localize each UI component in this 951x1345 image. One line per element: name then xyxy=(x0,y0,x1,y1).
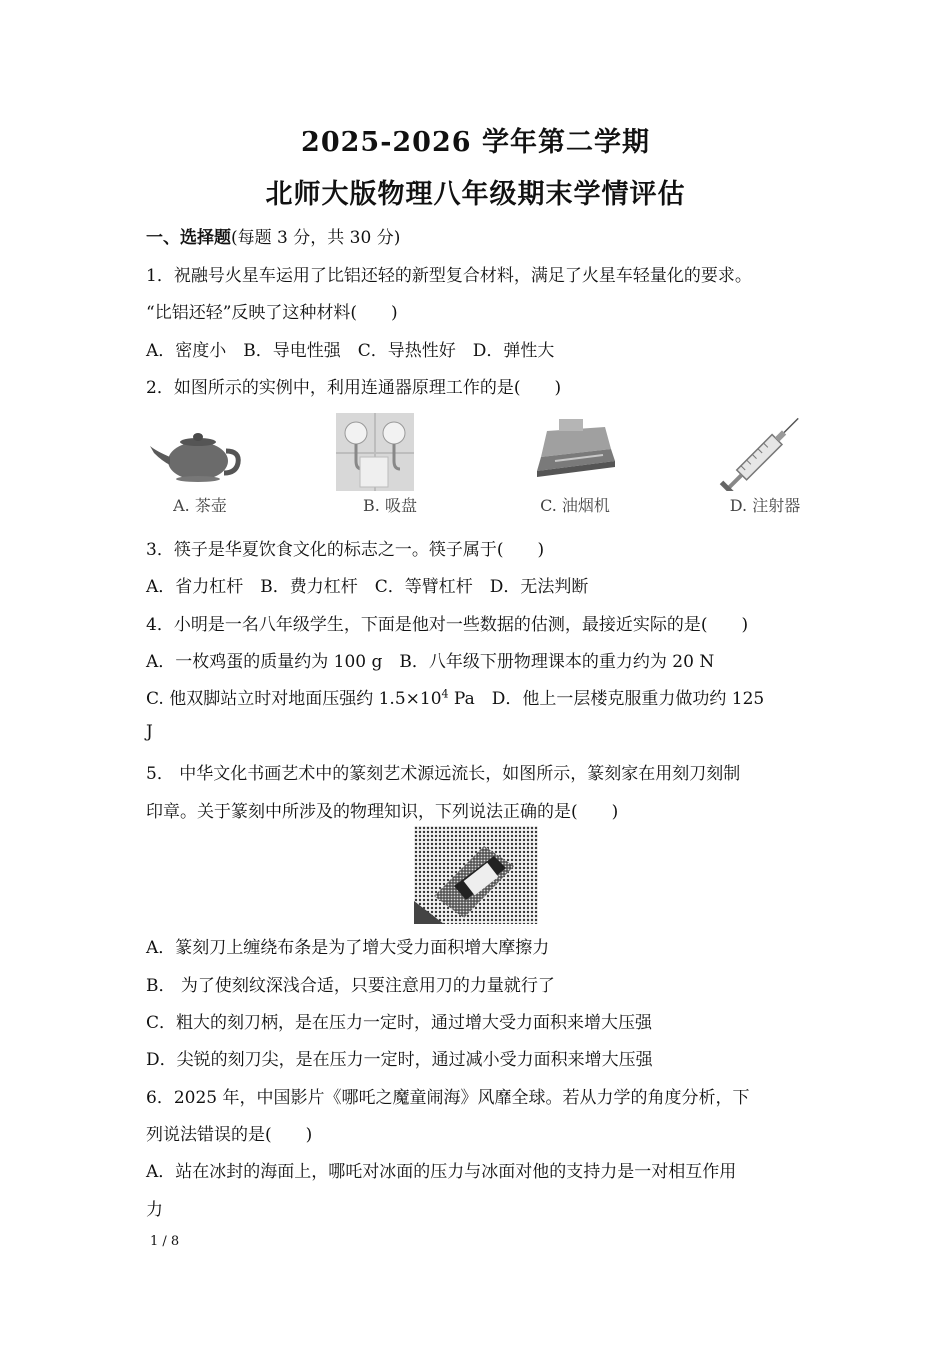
seal-carving-photo xyxy=(414,826,538,924)
q6-option-a-line2: 力 xyxy=(146,1200,163,1220)
page-number: 1 / 8 xyxy=(150,1234,180,1249)
q2-stem: 2．如图所示的实例中，利用连通器原理工作的是( ) xyxy=(146,378,562,398)
teapot-icon xyxy=(140,413,260,488)
exponent: 4 xyxy=(441,687,449,701)
section-heading xyxy=(146,223,400,248)
q4-options-cd xyxy=(146,684,764,709)
q2-figure-row xyxy=(140,413,820,523)
q5-option-b: B． 为了使刻纹深浅合适，只要注意用刀的力量就行了 xyxy=(146,976,555,996)
suction-cup-icon xyxy=(330,413,450,491)
figure-d xyxy=(705,413,825,523)
caption-a: A. 茶壶 xyxy=(173,496,227,515)
q3-stem: 3．筷子是华夏饮食文化的标志之一。筷子属于( ) xyxy=(146,540,545,560)
section-note: (每题 3 分，共 30 分) xyxy=(231,228,401,248)
q6-stem-line2: 列说法错误的是( ) xyxy=(146,1125,313,1145)
q5-stem-line2: 印章。关于篆刻中所涉及的物理知识，下列说法正确的是( ) xyxy=(146,802,619,822)
q5-option-a: A．篆刻刀上缠绕布条是为了增大受力面积增大摩擦力 xyxy=(146,938,550,958)
q6-stem-line1: 6．2025 年，中国影片《哪吒之魔童闹海》风靡全球。若从力学的角度分析，下 xyxy=(146,1088,750,1108)
q5-stem-line1: 5． 中华文化书画艺术中的篆刻艺术源远流长，如图所示，篆刻家在用刻刀刻制 xyxy=(146,764,741,784)
q4-option-c-text: C. 他双脚站立时对地面压强约 1.5×10 xyxy=(146,689,442,709)
q1-options: A．密度小 B．导电性强 C．导热性好 D．弹性大 xyxy=(146,341,555,361)
q4-option-d-text: Pa D．他上一层楼克服重力做功约 125 xyxy=(448,689,765,709)
figure-c xyxy=(515,413,635,523)
caption-c: C. 油烟机 xyxy=(540,496,610,515)
figure-b xyxy=(330,413,450,523)
figure-a xyxy=(140,413,260,523)
q4-options-ab: A．一枚鸡蛋的质量约为 100 g B．八年级下册物理课本的重力约为 20 N xyxy=(146,652,715,672)
q6-option-a-line1: A．站在冰封的海面上，哪吒对冰面的压力与冰面对他的支持力是一对相互作用 xyxy=(146,1162,737,1182)
q5-option-c: C．粗大的刻刀柄，是在压力一定时，通过增大受力面积来增大压强 xyxy=(146,1013,653,1033)
q3-options: A．省力杠杆 B．费力杠杆 C．等臂杠杆 D．无法判断 xyxy=(146,577,589,597)
exam-title-line2: 北师大版物理八年级期末学情评估 xyxy=(265,179,686,210)
exam-title-line1: 2025-2026 学年第二学期 xyxy=(301,127,650,158)
q5-option-d: D．尖锐的刻刀尖，是在压力一定时，通过减小受力面积来增大压强 xyxy=(146,1050,653,1070)
section-title: 一、选择题 xyxy=(146,228,231,248)
q4-option-d-wrap: J xyxy=(146,722,153,742)
syringe-icon xyxy=(705,413,825,491)
range-hood-icon xyxy=(515,413,635,488)
q4-stem: 4．小明是一名八年级学生，下面是他对一些数据的估测，最接近实际的是( ) xyxy=(146,615,749,635)
q1-stem-line2: “比铝还轻”反映了这种材料( ) xyxy=(146,303,398,323)
caption-b: B. 吸盘 xyxy=(363,496,417,515)
q1-stem-line1: 1．祝融号火星车运用了比铝还轻的新型复合材料，满足了火星车轻量化的要求。 xyxy=(146,266,752,286)
caption-d: D. 注射器 xyxy=(729,496,801,515)
